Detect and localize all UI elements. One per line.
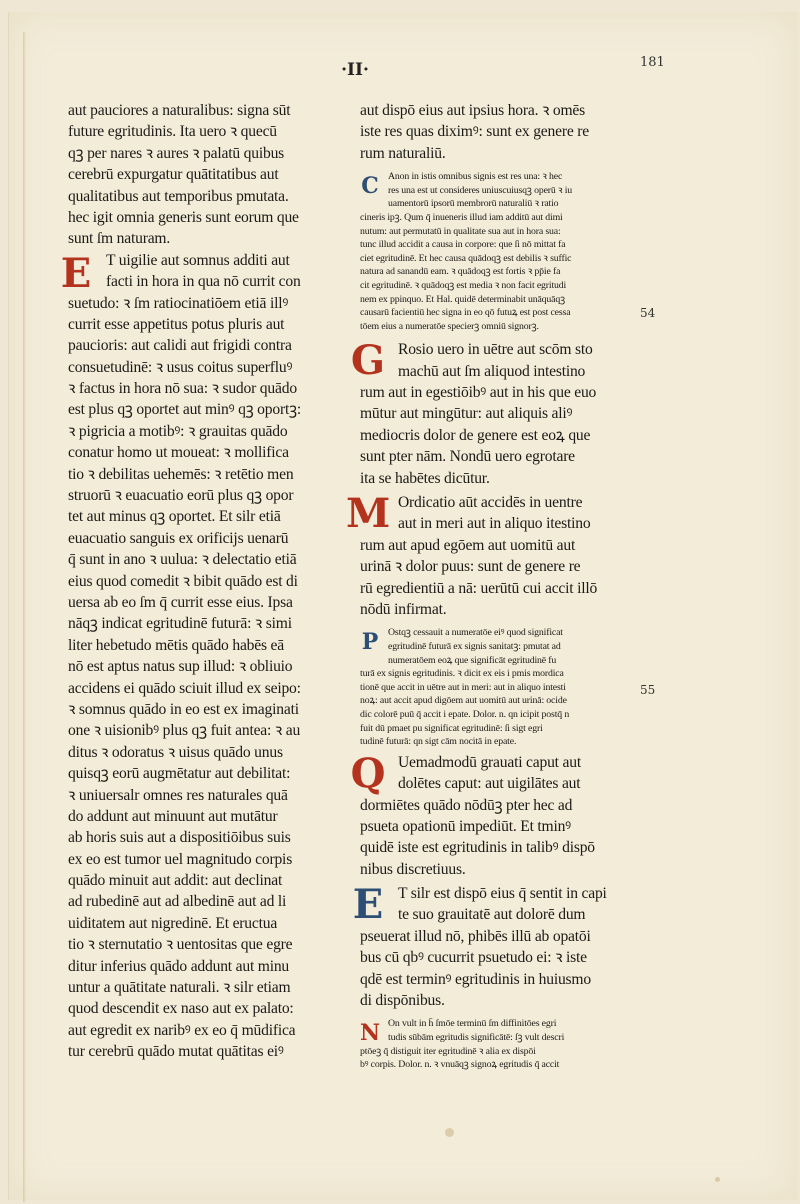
text-line: one ꝛ uisionibꝰ plus qꝫ fuit antea: ꝛ au [68,722,301,740]
gloss-line: causarū facientiū hec signa in eo qō futuꝝ est post cessa [360,307,571,319]
text-line: mūtur aut mingūtur: aut aliquis aliꝰ [360,405,573,423]
left-column [60,100,350,1063]
right-column [346,100,642,1072]
gloss-line: numeratōem eoꝝ que significāt egritudinē fu [388,654,557,666]
text-line: nō est aptus natus sup illud: ꝛ obliuio [68,658,293,676]
text-line: rum naturaliū. [360,144,446,162]
text-line: nibus discretiuus. [360,860,466,878]
page-stain [445,1128,454,1137]
text-line: psueta opationū impediūt. Et tminꝰ [360,817,571,835]
text-line: rum aut apud egōem aut uomitū aut [360,536,576,554]
gloss-line: uamentorū ipsorū membrorū naturaliū ꝛ ratio [388,198,559,210]
text-line: eius quod comedit ꝛ bibit quādo est di [68,572,298,590]
text-line: qualitatibus aut temporibus pmutata. [68,187,289,205]
text-line: ꝛ pigricia a motibꝰ: ꝛ grauitas quādo [68,422,288,440]
text-line: iste res quas diximꝰ: sunt ex genere re [360,123,589,141]
text-line: aut pauciores a naturalibus: signa sūt [68,102,291,119]
text-line: ditur inferius quādo addunt aut minu [68,957,290,975]
text-line: uersa ab eo ſm q̄ currit esse eius. Ipsa [68,593,293,611]
text-line: quidē iste est egritudinis in talibꝰ dispō [360,839,595,857]
text-line: dormiētes quādo nōdūꝫ pter hec ad [360,796,573,814]
gloss-line: Anon in istis omnibus signis est res una: ꝛ hec [388,171,563,183]
text-line: rum aut in egestiōibꝰ aut in his que euo [360,384,597,402]
decorated-initial-E: E [60,249,92,297]
text-line: urinā ꝛ dolor puus: sunt de genere re [360,558,581,576]
text-line: Uemadmodū grauati caput aut [398,753,581,771]
text-line: mediocris dolor de genere est eoꝝ que [360,426,591,444]
signature-mark: ·II· [341,60,369,80]
text-line: aut egredit ex naribꝰ ex eo q̄ mūdifica [68,1021,296,1039]
gloss-line: nutum: aut permutatū in qualitate sua aut in hora sua: [360,225,561,237]
text-line: facti in hora in qua nō currit con [106,273,301,291]
right-paragraph-4 [350,749,642,880]
text-line: quisqꝫ eorū augmētatur aut debilitat: [68,765,291,783]
text-line: cerebrū expurgatur quātitatibus aut [68,166,279,184]
text-line: uiditatem aut nigredinē. Et eructua [68,914,278,932]
right-paragraph-2 [350,337,642,489]
text-line: rū egredientiū a nā: uerūtū cui accit illō [360,579,598,597]
gloss-line: ciet egritudinē. Et hec causa quādoqꝫ est debilis ꝛ suffic [360,252,572,264]
text-line: future egritudinis. Ita uero ꝛ quecū [68,123,277,141]
text-line: consuetudinē: ꝛ usus coitus superfluꝰ [68,358,293,376]
text-line: euacuatio sanguis ex orificijs uenarū [68,529,289,547]
right-paragraph-3 [346,490,642,620]
left-paragraph-1 [68,100,350,250]
text-line: ad rubedinē aut ad albedinē aut ad li [68,893,287,911]
gloss-line: tionē que accit in uētre aut in meri: aut in aliquo intesti [360,681,566,693]
text-line: machū aut ſm aliquod intestino [398,362,586,380]
gloss-line: res una est ut consideres uniuscuiusqꝫ operū ꝛ iu [388,184,573,196]
text-line: sunt pter nām. Nondū uero egrotare [360,448,575,466]
text-line: bus cū qbꝰ cucurrit psuetudo ei: ꝛ iste [360,949,587,967]
text-line: sunt ſm naturam. [68,230,171,248]
gloss-line: cit egritudinē. ꝛ quādoqꝫ est media ꝛ non facit egritudi [360,279,567,291]
left-paragraph-2 [60,249,350,1063]
text-line: qdē est terminꝰ egritudinis in huiusmo [360,970,591,988]
page-stain [715,1177,720,1182]
gloss-line: egritudinē futurā ex signis sanitatꝫ: pmutat ad [388,640,561,652]
text-line: ditus ꝛ odoratus ꝛ uisus quādo unus [68,743,283,761]
text-line: liter hebetudo mētis quādo habēs eā [68,636,285,654]
decorated-initial-G: G [350,337,386,385]
gloss-marker-54: 54 [640,306,656,320]
gloss-line: bꝰ corpis. Dolor. n. ꝛ vnuāqꝫ signoꝝ egritudis q̄ accit [360,1059,560,1071]
text-line: ꝛ uniuersalr omnes res naturales quā [68,786,288,804]
text-line: ab horis suis aut a dispositiōibus suis [68,829,291,847]
text-line: tet aut minus qꝫ oportet. Et silr etiā [68,508,281,526]
folio-number: 181 [640,55,665,70]
text-line: Ordicatio aūt accidēs in uentre [398,494,583,512]
right-paragraph-1 [360,100,642,164]
text-line: ita se habētes dicūtur. [360,469,490,487]
gloss-line: natura ad sanandū eam. ꝛ quādoqꝫ est fortis ꝛ pp̄ie fa [360,266,561,278]
text-line: ex eo est tumor uel magnitudo corpis [68,850,293,868]
decorated-initial-Q: Q [350,749,386,797]
text-line: T uigilie aut somnus additi aut [106,251,290,269]
text-line: quādo minuit aut addit: aut declinat [68,872,283,890]
page-fold-shadow [23,32,26,1202]
text-line: hec igit omnia generis sunt eorum que [68,208,299,226]
gloss-marker-55: 55 [640,683,656,697]
commentary-gloss-3 [360,1017,642,1071]
text-line: tur cerebrū quādo mutat quātitas eiꝰ [68,1043,284,1061]
commentary-gloss-1 [360,170,642,333]
text-line: suetudo: ꝛ ſm ratiocinatiōem etiā illꝰ [68,294,289,312]
text-line: est plus qꝫ oportet aut minꝰ qꝫ oportꝫ: [68,401,301,419]
text-line: tio ꝛ debilitas uehemēs: ꝛ retētio men [68,465,294,483]
decorated-initial-E: E [352,881,384,929]
decorated-initial-M: M [346,490,391,538]
text-line: quod descendit ex naso aut ex palato: [68,1000,294,1018]
gloss-line: tōem eius a numeratōe specierꝫ omniū signorꝫ. [360,320,539,332]
text-line: aut dispō eius aut ipsius hora. ꝛ omēs [360,102,586,119]
text-line: ꝛ somnus quādo in eo est ex imaginati [68,700,299,718]
decorated-initial-C: C [361,173,379,200]
text-line: te suo grauitatē aut dolorē dum [398,906,586,924]
text-line: accidens ei quādo sciuit illud ex seipo: [68,679,301,697]
gloss-line: Ostqꝫ cessauit a numeratōe eiꝰ quod significat [388,627,563,639]
text-line: Rosio uero in uētre aut scōm sto [398,341,593,359]
gloss-line: fuit dū pmaet pu significat egritudinē: ſi sigt egri [360,722,543,734]
text-line: untur a quātitate naturali. ꝛ silr etiam [68,979,291,997]
gloss-line: ptōeꝫ q̄ distiguit iter egritudinē ꝛ alia ex dispōi [360,1045,536,1057]
text-line: conatur homo ut moueat: ꝛ mollifica [68,444,289,462]
commentary-gloss-2 [360,626,642,748]
text-line: dolētes caput: aut uigilātes aut [398,775,581,793]
text-line: qꝫ per nares ꝛ aures ꝛ palatū quibus [68,144,285,162]
decorated-initial-N: N [359,1020,381,1047]
gloss-line: nem ex ppinquo. Et Hal. quidē determinabit unāquāqꝫ [360,293,565,305]
text-line: nāqꝫ indicat egritudinē futurā: ꝛ simi [68,615,292,633]
gloss-line: tudinē futurā: qn sigt cām nocitā in epate. [360,736,517,748]
gloss-line: tudis sūbām egritudis significātē: ſꝫ vult descri [388,1032,565,1043]
text-line: nōdū infirmat. [360,600,447,618]
text-line: do addunt aut minuunt aut mutātur [68,807,278,825]
text-line: currit esse appetitus potus pluris aut [68,315,285,333]
text-line: ꝛ factus in hora nō sua: ꝛ sudor quādo [68,380,297,398]
text-line: tio ꝛ sternutatio ꝛ uentositas que egre [68,936,293,954]
text-line: struorū ꝛ euacuatio eorū plus qꝫ opor [68,487,294,505]
text-line: aut in meri aut in aliquo itestino [398,515,591,533]
text-line: di dispōnibus. [360,992,445,1010]
gloss-line: turā ex signis egritudinis. ꝛ dicit ex eis i pmis mordica [360,668,564,680]
gloss-line: dic colorē puū q̄ accit i epate. Dolor. n. qn icipit postq̄ n [360,708,570,720]
decorated-initial-P: P [361,629,379,656]
text-line: T silr est dispō eius q̄ sentit in capi [398,885,607,903]
text-line: paucioris: aut calidi aut frigidi contra [68,337,292,355]
text-line: q̄ sunt in ano ꝛ uulua: ꝛ delectatio etiā [68,551,297,569]
gloss-line: noꝝ: aut accit apud digōem aut uomitū aut urinā: ocide [360,695,567,707]
text-line: pseuerat illud nō, phibēs illū ab opatōi [360,927,591,945]
gloss-line: cineris ipꝫ. Qum q̄ inueneris illud iam additū aut dimi [360,211,563,223]
gloss-line: On vult in h̄ ſmōe terminū ſm diffinitōes egri [388,1018,557,1030]
right-paragraph-5 [352,881,642,1011]
gloss-line: tunc illud accidit a causa in corpore: que ſi nō mittat fa [360,239,566,251]
